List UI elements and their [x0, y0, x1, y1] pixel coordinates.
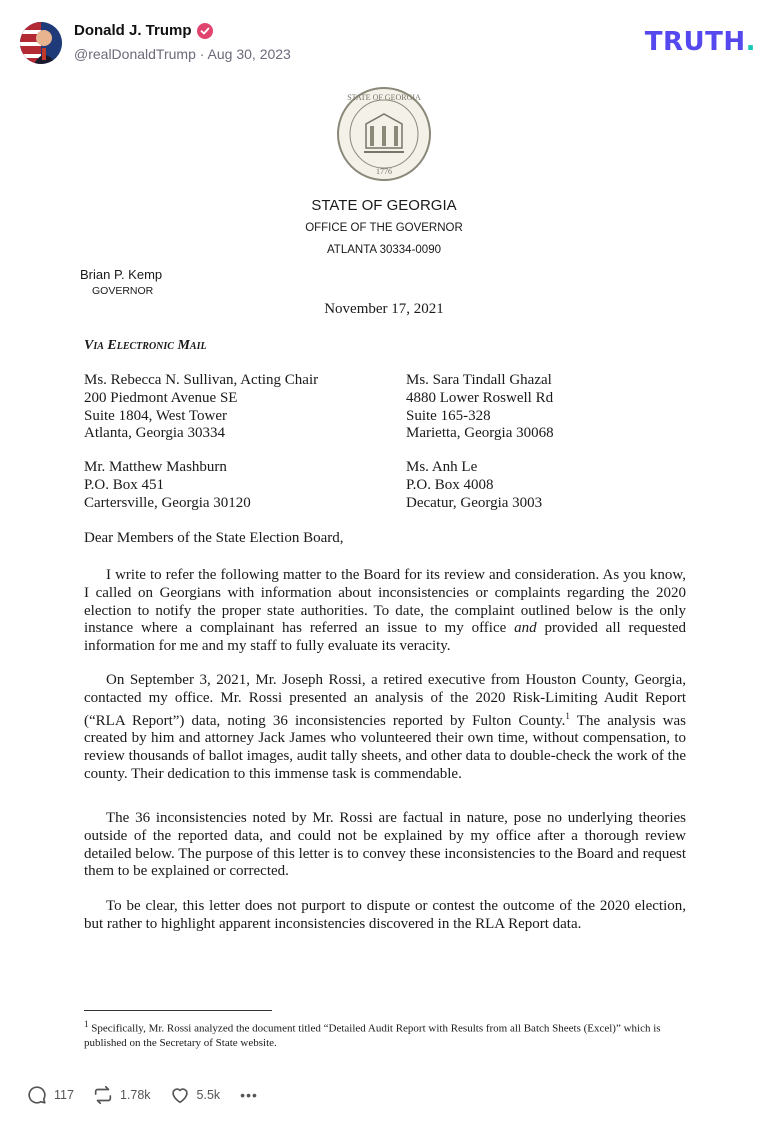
- address-line: 200 Piedmont Avenue SE: [84, 389, 238, 406]
- post-actions: [26, 1082, 276, 1108]
- truth-logo-dot: .: [745, 27, 756, 57]
- delivery-method: Via Electronic Mail: [84, 338, 207, 353]
- paragraph-3: [84, 810, 686, 881]
- salutation: Dear Members of the State Election Board,: [84, 530, 344, 546]
- heart-icon: [169, 1084, 191, 1106]
- paragraph-1: [84, 567, 686, 656]
- display-name[interactable]: Donald J. Trump: [74, 22, 192, 39]
- paragraph-text: provided all requested information for me and my staff to fully evaluate its veracity.: [84, 620, 686, 655]
- letter-image[interactable]: [54, 82, 734, 1072]
- footnote-number: 1: [84, 1019, 89, 1029]
- meta-separator: ·: [199, 46, 205, 62]
- footnote-text: Specifically, Mr. Rossi analyzed the document titled “Detailed Audit Report with Results from all Batch Sheets (Excel)” which is published on the Secretary of State website.: [84, 1022, 661, 1049]
- seal-text: STATE OF GEORGIA: [347, 93, 421, 102]
- paragraph-text: The analysis was created by him and attorney Jack James who volunteered their own time, without compensation, to review thousands of ballot images, audit tally sheets, and other data to double-check the work of the county. Their dedication to this immense task is commendable.: [84, 712, 686, 782]
- like-button[interactable]: [169, 1084, 221, 1106]
- seal-year: 1776: [376, 167, 392, 176]
- address-line: Ms. Anh Le: [406, 459, 478, 475]
- address-line: Mr. Matthew Mashburn: [84, 459, 227, 475]
- addressee-block: [84, 372, 318, 443]
- address-line: P.O. Box 4008: [406, 476, 494, 493]
- truth-logo[interactable]: [645, 27, 756, 57]
- retruth-button[interactable]: [92, 1084, 151, 1106]
- address-line: P.O. Box 451: [84, 476, 165, 493]
- address-line: Ms. Sara Tindall Ghazal: [406, 372, 552, 388]
- letterhead-state: STATE OF GEORGIA: [311, 197, 457, 214]
- verified-badge-icon: [197, 23, 213, 39]
- address-line: Suite 1804, West Tower: [84, 407, 228, 424]
- post-date[interactable]: Aug 30, 2023: [207, 46, 291, 62]
- retruth-icon: [92, 1084, 114, 1106]
- paragraph-text: The 36 inconsistencies noted by Mr. Rossi are factual in nature, pose no underlying theories outside of the reported data, and could not be explained by my office after a thorough review detailed below. The purpose of this letter is to convey these inconsistencies to the Board and request them to be explained or corrected.: [84, 810, 686, 880]
- footnote-divider: [84, 1010, 272, 1011]
- address-line: Atlanta, Georgia 30334: [84, 425, 225, 442]
- letterhead-office: OFFICE OF THE GOVERNOR: [305, 222, 463, 234]
- address-line: Ms. Rebecca N. Sullivan, Acting Chair: [84, 372, 319, 388]
- user-handle[interactable]: @realDonaldTrump: [74, 46, 196, 62]
- paragraph-text: To be clear, this letter does not purport to dispute or contest the outcome of the 2020 election, but rather to highlight apparent inconsistencies discovered in the RLA Report data.: [84, 898, 686, 932]
- retruth-count: 1.78k: [119, 1088, 151, 1102]
- addressee-block: [406, 459, 542, 512]
- paragraph-2: [84, 672, 686, 784]
- avatar[interactable]: [20, 22, 62, 64]
- letter-date: November 17, 2021: [324, 301, 444, 317]
- address-line: Cartersville, Georgia 30120: [84, 494, 251, 511]
- address-line: 4880 Lower Roswell Rd: [406, 389, 554, 406]
- footnote: [84, 1017, 684, 1050]
- address-line: Suite 165-328: [406, 407, 491, 424]
- governor-name: Brian P. Kemp: [80, 267, 163, 282]
- more-icon: •••: [240, 1087, 258, 1103]
- footnote-ref: 1: [565, 710, 570, 721]
- governor-title: GOVERNOR: [92, 285, 154, 297]
- more-options-button[interactable]: [240, 1087, 258, 1103]
- reply-icon: [26, 1084, 48, 1106]
- like-count: 5.5k: [196, 1088, 221, 1102]
- state-seal-icon: [336, 86, 432, 182]
- reply-count: 117: [54, 1088, 74, 1102]
- truth-logo-text: TRUTH: [644, 27, 746, 57]
- address-line: Marietta, Georgia 30068: [406, 425, 554, 442]
- addressee-block: [406, 372, 554, 443]
- paragraph-4: [84, 898, 686, 934]
- letterhead-city: ATLANTA 30334-0090: [326, 244, 441, 256]
- address-line: Decatur, Georgia 3003: [406, 494, 543, 511]
- addressee-block: [84, 459, 251, 512]
- post-header: [0, 0, 777, 80]
- paragraph-text: On September 3, 2021, Mr. Joseph Rossi, a retired executive from Houston County, Georgia, contacted my office. Mr. Rossi presented an analysis of the 2020 Risk-Limiting Audit Report (“RLA Report”) data, noting 36 inconsistencies reported by Fulton County.: [84, 672, 686, 729]
- reply-button[interactable]: [26, 1084, 74, 1106]
- paragraph-text: I write to refer the following matter to the Board for its review and consideration. As you know, I called on Georgians with information about inconsistencies or complaints regarding the 2020 election to notify the proper state authorities. To date, the complaint outlined below is the only instance where a complainant has referred an issue to my office: [84, 567, 686, 637]
- post-meta: [74, 46, 291, 62]
- paragraph-emphasis: and: [514, 620, 537, 637]
